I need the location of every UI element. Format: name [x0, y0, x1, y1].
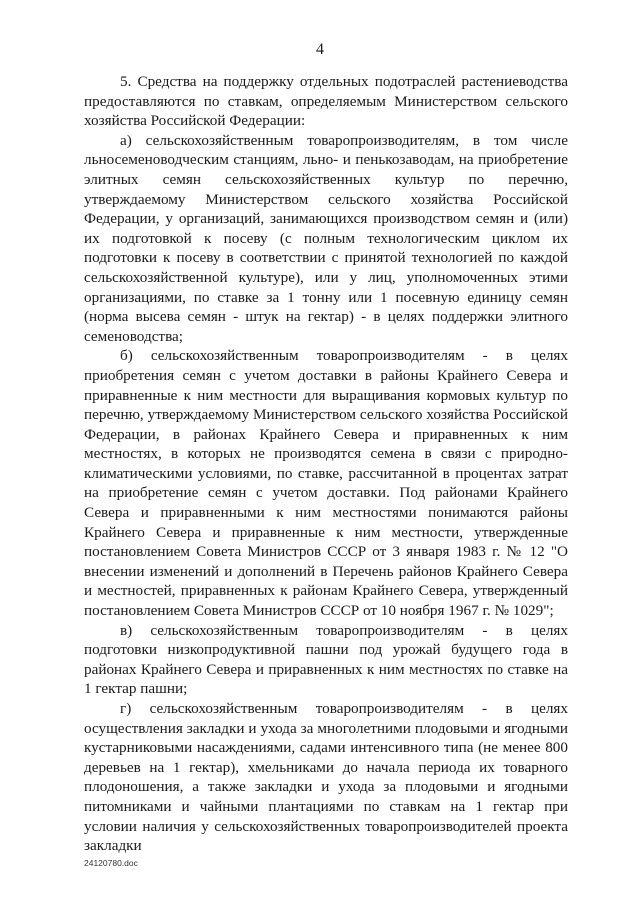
footer-file-name: 24120780.doc: [84, 858, 138, 868]
paragraph-item-b: б) сельскохозяйственным товаропроизводителям - в целях приобретения семян с учетом доставки в районы Крайнего Севера и приравненные к ним местности для выращивания кормовых культур по перечню, утверждаемому Министерством сельского хозяйства Российской Федерации, в районах Крайнего Севера и приравненных к ним местностях, в которых не производятся семена в связи с природно-климатическими условиями, по ставке, рассчитанной в процентах затрат на приобретение семян с учетом доставки. Под районами Крайнего Севера и приравненными к ним местностями понимаются районы Крайнего Севера и приравненные к ним местности, утвержденные постановлением Совета Министров СССР от 3 января 1983 г. № 12 "О внесении изменений и дополнений в Перечень районов Крайнего Севера и местностей, приравненных к районам Крайнего Севера, утвержденный постановлением Совета Министров СССР от 10 ноября 1967 г. № 1029";: [84, 347, 568, 620]
paragraph-item-g: г) сельскохозяйственным товаропроизводителям - в целях осуществления закладки и ухода за многолетними плодовыми и ягодными кустарниковыми насаждениями, садами интенсивного типа (не менее 800 деревьев на 1 гектар), хмельниками до начала периода их товарного плодоношения, а также закладки и ухода за плодовыми и ягодными питомниками и чайными плантациями по ставкам на 1 гектар при условии наличия у сельскохозяйственных товаропроизводителей проекта закладки: [84, 700, 568, 855]
paragraph-item-a: а) сельскохозяйственным товаропроизводителям, в том числе льносеменоводческим станциям, льно- и пенькозаводам, на приобретение элитных семян сельскохозяйственных культур по перечню, утверждаемому Министерством сельского хозяйства Российской Федерации, у организаций, занимающихся производством семян и (или) их подготовкой к посеву (с полным технологическим циклом их подготовки к посеву в соответствии с принятой технологией по каждой сельскохозяйственной культуре), или у лиц, уполномоченных этими организациями, по ставке за 1 тонну или 1 посевную единицу семян (норма высева семян - штук на гектар) - в целях поддержки элитного семеноводства;: [84, 131, 568, 345]
document-body: [84, 72, 568, 856]
page-number: 4: [316, 41, 324, 58]
paragraph-intro: 5. Средства на поддержку отдельных подотраслей растениеводства предоставляются по ставкам, определяемым Министерством сельского хозяйства Российской Федерации:: [84, 73, 568, 130]
paragraph-item-v: в) сельскохозяйственным товаропроизводителям - в целях подготовки низкопродуктивной пашни под урожай будущего года в районах Крайнего Севера и приравненных к ним местностях по ставке на 1 гектар пашни;: [84, 621, 568, 698]
